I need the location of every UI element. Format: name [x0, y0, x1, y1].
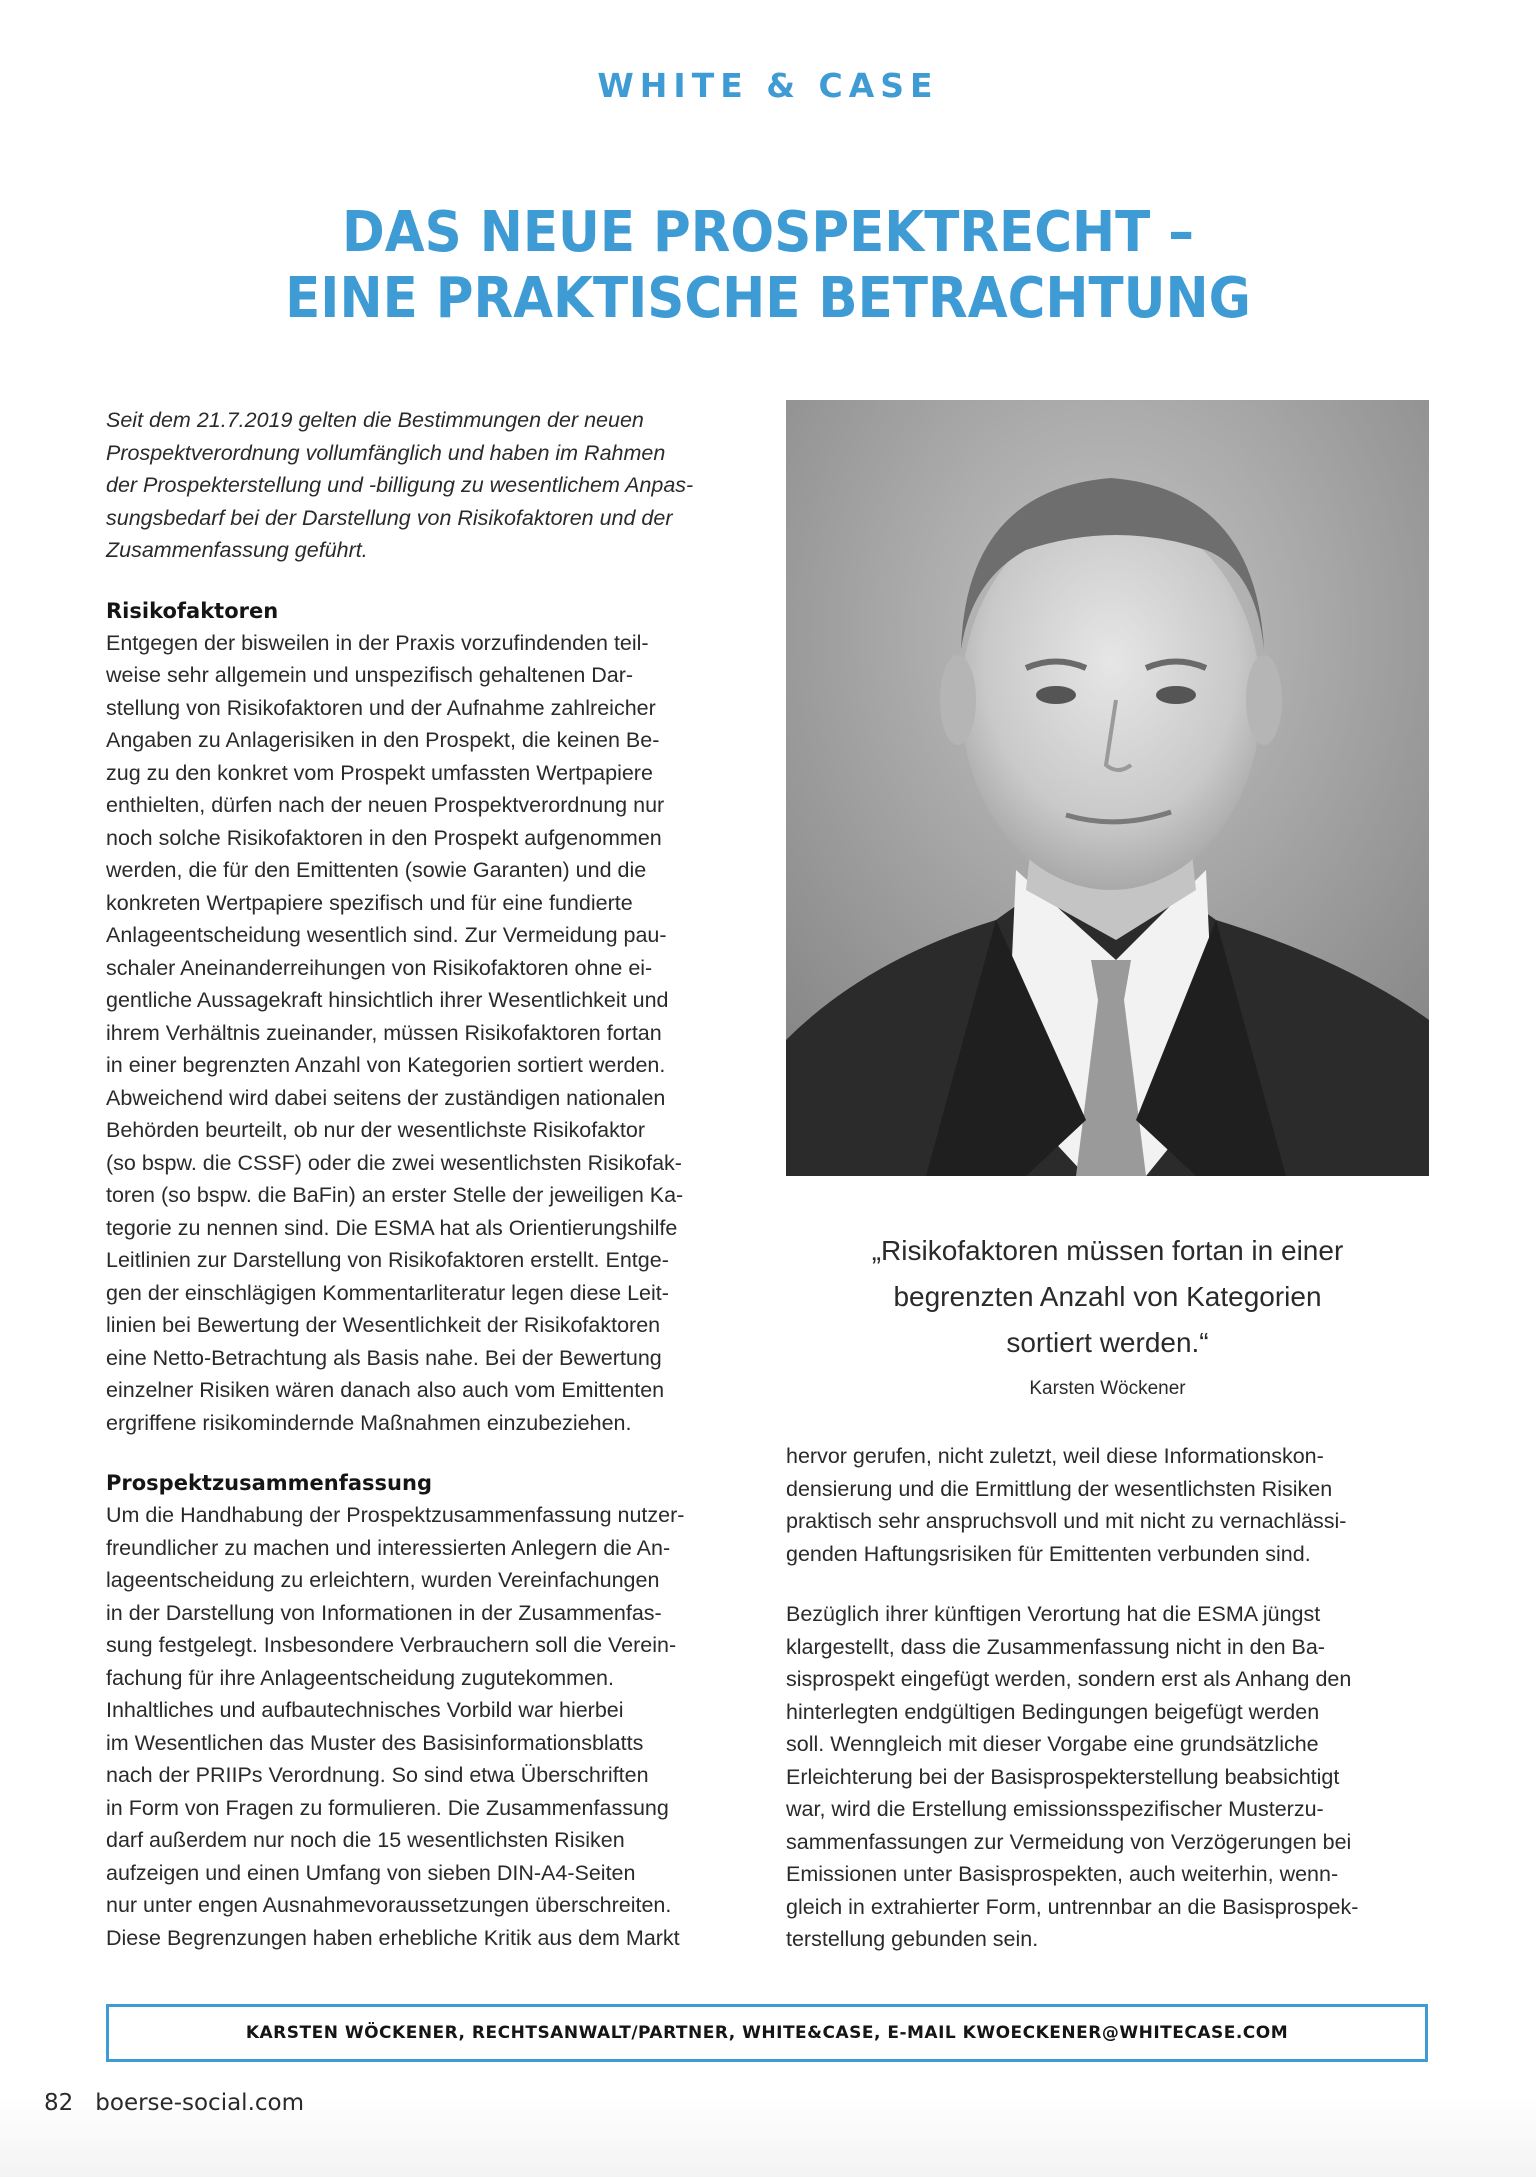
section-prospektzusammenfassung: [106, 1467, 756, 1954]
text-line: ihrem Verhältnis zueinander, müssen Risikofaktoren fortan: [106, 1020, 662, 1045]
author-contact-box: [106, 2004, 1428, 2062]
text-line: sammenfassungen zur Vermeidung von Verzögerungen bei: [786, 1829, 1352, 1854]
text-line: sung festgelegt. Insbesondere Verbrauchern soll die Verein-: [106, 1633, 677, 1657]
text-line: Entgegen der bisweilen in der Praxis vorzufindenden teil-: [106, 630, 649, 655]
right-column: [786, 1440, 1436, 1984]
text-line: noch solche Risikofaktoren in den Prospekt aufgenommen: [106, 825, 662, 850]
quote-line: begrenzten Anzahl von Kategorien: [893, 1281, 1322, 1312]
page-number: 82: [44, 2090, 74, 2116]
text-line: Prospektverordnung vollumfänglich und haben im Rahmen: [106, 440, 666, 465]
text-line: tegorie zu nennen sind. Die ESMA hat als Orientierungshilfe: [106, 1215, 678, 1240]
right-paragraph-1: [786, 1440, 1436, 1570]
intro-paragraph: [106, 404, 756, 567]
text-line: nach der PRIIPs Verordnung. So sind etwa Überschriften: [106, 1763, 649, 1787]
pull-quote: [786, 1228, 1429, 1366]
text-line: praktisch sehr anspruchsvoll und mit nicht zu vernachlässi-: [786, 1509, 1347, 1533]
text-line: aufzeigen und einen Umfang von sieben DIN-A4-Seiten: [106, 1860, 636, 1885]
portrait-photo: [786, 400, 1429, 1176]
text-line: klargestellt, dass die Zusammenfassung nicht in den Ba-: [786, 1634, 1325, 1659]
text-line: darf außerdem nur noch die 15 wesentlichsten Risiken: [106, 1828, 625, 1852]
text-line: hervor gerufen, nicht zuletzt, weil diese Informationskon-: [786, 1444, 1324, 1468]
title-line: DAS NEUE PROSPEKTRECHT –: [342, 200, 1194, 265]
text-line: Emissionen unter Basisprospekten, auch weiterhin, wenn-: [786, 1862, 1339, 1886]
text-line: Zusammenfassung geführt.: [106, 538, 368, 562]
text-line: weise sehr allgemein und unspezifisch gehaltenen Dar-: [106, 663, 634, 687]
text-line: Abweichend wird dabei seitens der zuständigen nationalen: [106, 1085, 666, 1110]
quote-line: sortiert werden.“: [1006, 1327, 1209, 1358]
text-line: lageentscheidung zu erleichtern, wurden Vereinfachungen: [106, 1568, 660, 1592]
text-line: eine Netto-Betrachtung als Basis nahe. Bei der Bewertung: [106, 1345, 662, 1370]
text-line: (so bspw. die CSSF) oder die zwei wesentlichsten Risikofak-: [106, 1150, 682, 1175]
text-line: konkreten Wertpapiere spezifisch und für eine fundierte: [106, 890, 633, 915]
section-heading: Prospektzusammenfassung: [106, 1471, 432, 1495]
text-line: terstellung gebunden sein.: [786, 1927, 1039, 1951]
page-footer: [44, 2090, 304, 2116]
text-line: fachung für ihre Anlageentscheidung zugutekommen.: [106, 1665, 614, 1690]
text-line: enthielten, dürfen nach der neuen Prospektverordnung nur: [106, 793, 665, 817]
text-line: Seit dem 21.7.2019 gelten die Bestimmungen der neuen: [106, 408, 644, 432]
text-line: Leitlinien zur Darstellung von Risikofaktoren erstellt. Entge-: [106, 1248, 669, 1272]
text-line: gen der einschlägigen Kommentarliteratur legen diese Leit-: [106, 1280, 669, 1305]
text-line: sisprospekt eingefügt werden, sondern erst als Anhang den: [786, 1667, 1352, 1691]
text-line: soll. Wenngleich mit dieser Vorgabe eine grundsätzliche: [786, 1732, 1319, 1756]
text-line: war, wird die Erstellung emissionsspezifischer Musterzu-: [786, 1797, 1324, 1821]
quote-author: Karsten Wöckener: [1029, 1378, 1186, 1399]
text-line: genden Haftungsrisiken für Emittenten verbunden sind.: [786, 1541, 1311, 1566]
section-risikofaktoren: [106, 595, 756, 1440]
person-portrait-icon: [786, 400, 1429, 1176]
text-line: Um die Handhabung der Prospektzusammenfassung nutzer-: [106, 1503, 685, 1527]
site-name: boerse-social.com: [95, 2090, 304, 2116]
text-line: gentliche Aussagekraft hinsichtlich ihrer Wesentlichkeit und: [106, 988, 669, 1012]
title-line: EINE PRAKTISCHE BETRACHTUNG: [285, 266, 1251, 331]
quote-line: „Risikofaktoren müssen fortan in einer: [871, 1235, 1344, 1266]
text-line: stellung von Risikofaktoren und der Aufnahme zahlreicher: [106, 695, 656, 720]
text-line: schaler Aneinanderreihungen von Risikofaktoren ohne ei-: [106, 955, 653, 980]
text-line: hinterlegten endgültigen Bedingungen beigefügt werden: [786, 1699, 1320, 1724]
section-heading: Risikofaktoren: [106, 598, 279, 623]
text-line: in Form von Fragen zu formulieren. Die Zusammenfassung: [106, 1795, 669, 1820]
text-line: der Prospekterstellung und -billigung zu wesentlichem Anpas-: [106, 473, 694, 497]
text-line: Diese Begrenzungen haben erhebliche Kritik aus dem Markt: [106, 1925, 680, 1950]
text-line: einzelner Risiken wären danach also auch vom Emittenten: [106, 1378, 665, 1402]
right-paragraph-2: [786, 1598, 1436, 1956]
text-line: nur unter engen Ausnahmevoraussetzungen überschreiten.: [106, 1893, 672, 1917]
text-line: Anlageentscheidung wesentlich sind. Zur Vermeidung pau-: [106, 923, 667, 947]
text-line: Erleichterung bei der Basisprospekterstellung beabsichtigt: [786, 1764, 1340, 1789]
text-line: ergriffene risikomindernde Maßnahmen einzubeziehen.: [106, 1410, 632, 1435]
text-line: in einer begrenzten Anzahl von Kategorien sortiert werden.: [106, 1053, 666, 1077]
text-line: Angaben zu Anlagerisiken in den Prospekt, die keinen Be-: [106, 728, 660, 752]
text-line: Bezüglich ihrer künftigen Verortung hat die ESMA jüngst: [786, 1602, 1321, 1626]
text-line: gleich in extrahierter Form, untrennbar an die Basisprospek-: [786, 1894, 1359, 1919]
author-contact-text: KARSTEN WÖCKENER, RECHTSANWALT/PARTNER, WHITE&CASE, E-MAIL KWOECKENER@WHITECASE.COM: [245, 2023, 1289, 2043]
text-line: in der Darstellung von Informationen in der Zusammenfas-: [106, 1600, 662, 1625]
text-line: sungsbedarf bei der Darstellung von Risikofaktoren und der: [106, 505, 673, 530]
text-line: zug zu den konkret vom Prospekt umfassten Wertpapiere: [106, 760, 653, 785]
text-line: freundlicher zu machen und interessierten Anlegern die An-: [106, 1535, 671, 1560]
text-line: Inhaltliches und aufbautechnisches Vorbild war hierbei: [106, 1698, 624, 1722]
text-line: densierung und die Ermittlung der wesentlichsten Risiken: [786, 1476, 1333, 1501]
text-line: linien bei Bewertung der Wesentlichkeit der Risikofaktoren: [106, 1313, 661, 1337]
article-title: [61, 200, 1474, 332]
text-line: werden, die für den Emittenten (sowie Garanten) und die: [106, 858, 647, 882]
text-line: toren (so bspw. die BaFin) an erster Stelle der jeweiligen Ka-: [106, 1183, 684, 1207]
text-line: Behörden beurteilt, ob nur der wesentlichste Risikofaktor: [106, 1118, 645, 1142]
left-column: [106, 404, 756, 1982]
text-line: im Wesentlichen das Muster des Basisinformationsblatts: [106, 1730, 644, 1755]
white-case-logo: WHITE & CASE: [597, 66, 939, 105]
